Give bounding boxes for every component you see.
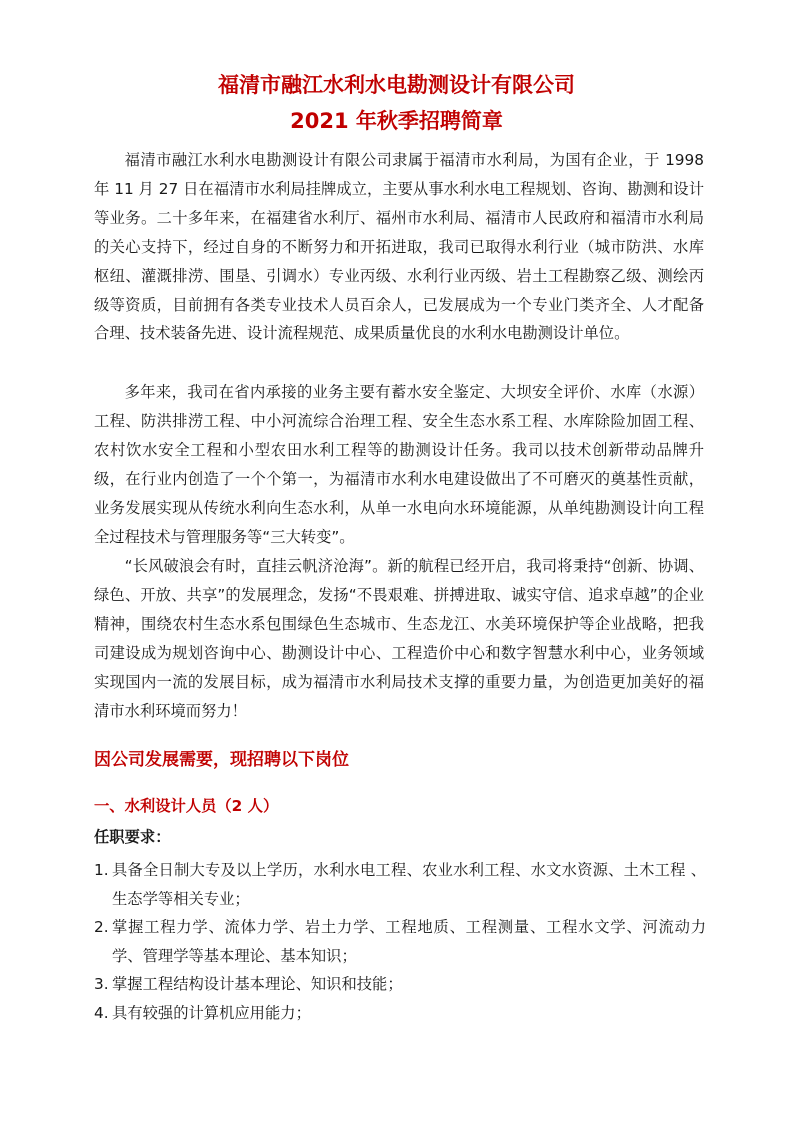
requirements-label: 任职要求： <box>94 828 171 846</box>
intro-paragraph-3: “长风破浪会有时，直挂云帆济沧海”。新的航程已经开启，我司将秉持“创新、协调、绿色、开放、共享”的发展理念，发扬“不畏艰难、拼搏进取、诚实守信、追求卓越”的企业精神，围绕农村生态水系包围绿色生态城市、生态龙江、水美环境保护等企业战略，把我司建设成为规划咨询中心、勘测设计中心、工程造价中心和数字智慧水利中心，业务领域实现国内一流的发展目标，成为福清市水利局技术支撑的重要力量，为创造更加美好的福清市水利环境而努力！ <box>94 557 704 720</box>
job-title: 一、水利设计人员（2 人） <box>94 797 279 815</box>
requirement-text: 掌握工程结构设计基本理论、知识和技能； <box>112 975 403 993</box>
positions-heading: 因公司发展需要，现招聘以下岗位 <box>94 750 349 770</box>
requirement-item <box>94 856 706 913</box>
requirement-item <box>94 970 706 999</box>
requirement-number: 2. <box>94 918 109 936</box>
requirement-item <box>94 913 706 970</box>
requirement-number: 3. <box>94 975 109 993</box>
requirement-text: 具有较强的计算机应用能力； <box>112 1003 311 1022</box>
requirement-text: 掌握工程力学、流体力学、岩土力学、工程地质、工程测量、工程水文学、河流动力学、管理学等基本理论、基本知识； <box>112 918 706 965</box>
intro-paragraph-1: 福清市融江水利水电勘测设计有限公司隶属于福清市水利局，为国有企业，于 1998 年 11 月 27 日在福清市水利局挂牌成立，主要从事水利水电工程规划、咨询、勘测和设计等业务。二十多年来，在福建省水利厅、福州市水利局、福清市人民政府和福清市水利局的关心支持下，经过自身的不断努力和开拓进取，我司已取得水利行业（城市防洪、水库枢纽、灌溉排涝、围垦、引调水）专业丙级、水利行业丙级、岩土工程勘察乙级、测绘丙级等资质，目前拥有各类专业技术人员百余人，已发展成为一个专业门类齐全、人才配备合理、技术装备先进、设计流程规范、成果质量优良的水利水电勘测设计单位。 <box>94 151 704 343</box>
requirement-number: 4. <box>94 1003 109 1022</box>
intro-paragraph-2: 多年来，我司在省内承接的业务主要有蓄水安全鉴定、大坝安全评价、水库（水源）工程、防洪排涝工程、中小河流综合治理工程、安全生态水系工程、水库除险加固工程、农村饮水安全工程和小型农田水利工程等的勘测设计任务。我司以技术创新带动品牌升级，在行业内创造了一个个第一，为福清市水利水电建设做出了不可磨灭的奠基性贡献，业务发展实现从传统水利向生态水利，从单一水电向水环境能源，从单纯勘测设计向工程全过程技术与管理服务等“三大转变”。 <box>94 383 704 546</box>
company-title: 福清市融江水利水电勘测设计有限公司 <box>218 73 575 97</box>
requirements-list <box>94 856 706 1027</box>
requirement-item <box>94 999 706 1028</box>
requirement-text: 具备全日制大专及以上学历，水利水电工程、农业水利工程、水文水资源、土木工程 、生态学等相关专业； <box>112 861 706 908</box>
requirement-number: 1. <box>94 861 109 879</box>
recruitment-title: 2021 年秋季招聘简章 <box>290 109 503 133</box>
